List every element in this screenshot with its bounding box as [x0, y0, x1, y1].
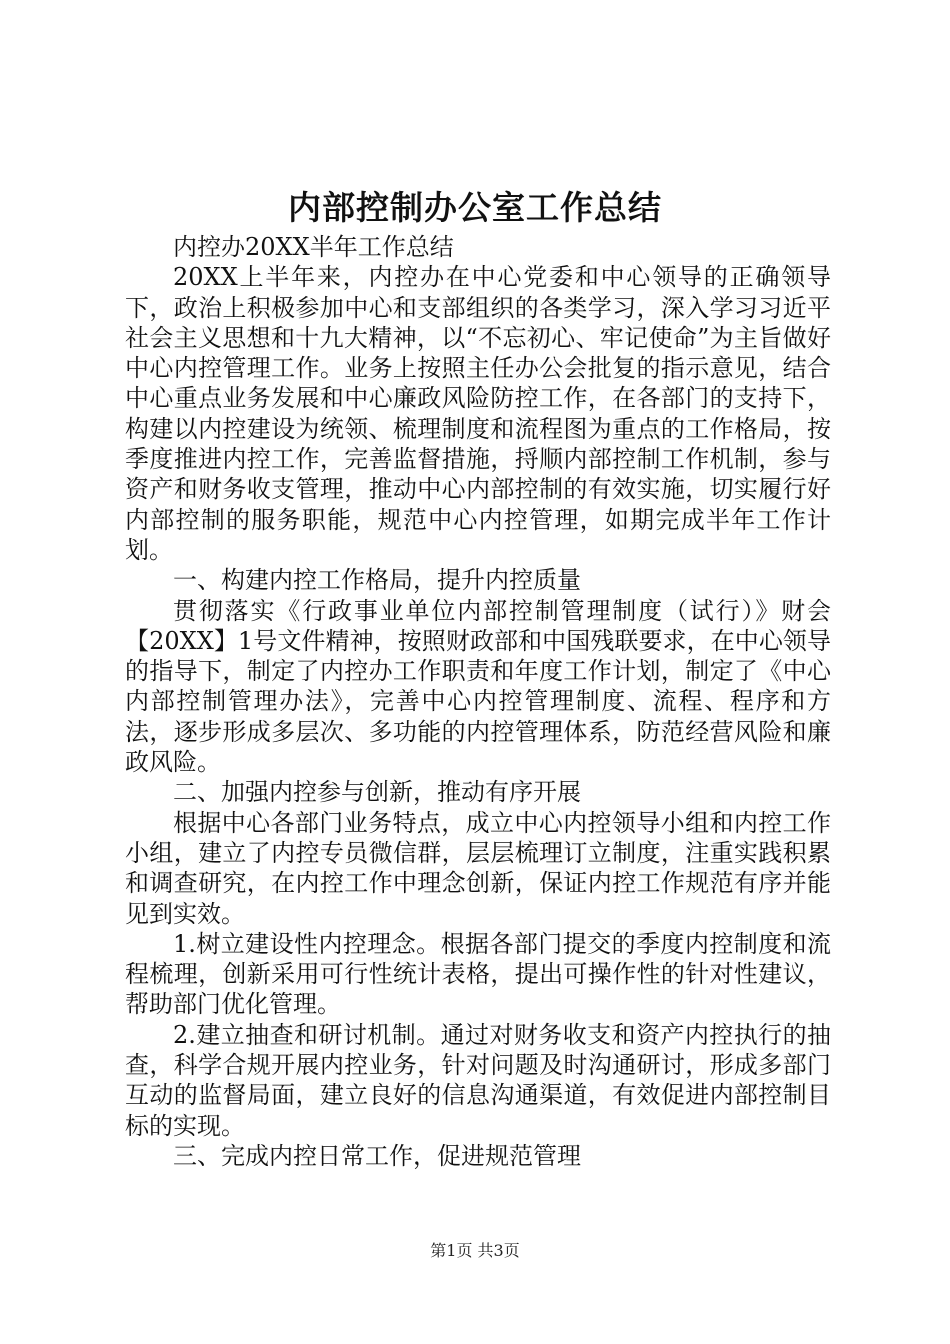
section-heading-3: 三、完成内控日常工作，促进规范管理: [173, 1141, 581, 1170]
section-2-item-2: 2.建立抽查和研讨机制。通过对财务收支和资产内控执行的抽查，科学合规开展内控业务，针对问题及时沟通研讨，形成多部门互动的监督局面，建立良好的信息沟通渠道，有效促进内部控制目标的实现。: [125, 1020, 831, 1140]
section-heading-1: 一、构建内控工作格局，提升内控质量: [173, 566, 581, 595]
subtitle-paragraph: 内控办20XX半年工作总结: [173, 233, 454, 261]
section-2-item-1: 1.树立建设性内控理念。根据各部门提交的季度内控制度和流程梳理，创新采用可行性统计表格，提出可操作性的针对性建议，帮助部门优化管理。: [125, 929, 831, 1019]
section-heading-2: 二、加强内控参与创新，推动有序开展: [173, 778, 581, 807]
section-1-paragraph: 贯彻落实《行政事业单位内部控制管理制度（试行）》财会【20XX】1号文件精神，按照财政部和中国残联要求，在中心领导的指导下，制定了内控办工作职责和年度工作计划，制定了《中心内部控制管理办法》，完善中心内控管理制度、流程、程序和方法，逐步形成多层次、多功能的内控管理体系，防范经营风险和廉政风险。: [125, 596, 831, 777]
document-body: [125, 232, 831, 1171]
page-footer: 第1页 共3页: [430, 1241, 520, 1260]
document-title: 内部控制办公室工作总结: [288, 188, 662, 227]
section-2-paragraph: 根据中心各部门业务特点，成立中心内控领导小组和内控工作小组，建立了内控专员微信群，层层梳理订立制度，注重实践积累和调查研究，在内控工作中理念创新，保证内控工作规范有序并能见到实效。: [125, 808, 831, 928]
intro-paragraph: 20XX上半年来，内控办在中心党委和中心领导的正确领导下，政治上积极参加中心和支部组织的各类学习，深入学习习近平社会主义思想和十九大精神，以“不忘初心、牢记使命”为主旨做好中心内控管理工作。业务上按照主任办公会批复的指示意见，结合中心重点业务发展和中心廉政风险防控工作，在各部门的支持下，构建以内控建设为统领、梳理制度和流程图为重点的工作格局，按季度推进内控工作，完善监督措施，捋顺内部控制工作机制，参与资产和财务收支管理，推动中心内部控制的有效实施，切实履行好内部控制的服务职能，规范中心内控管理，如期完成半年工作计划。: [125, 263, 831, 564]
